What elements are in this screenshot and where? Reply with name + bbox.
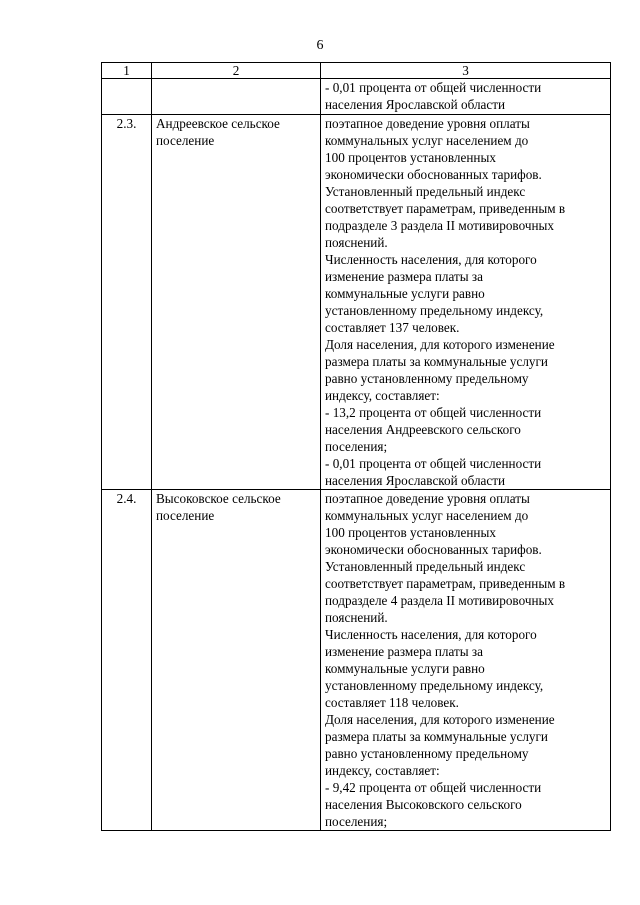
description-line: коммунальные услуги равно <box>325 286 485 301</box>
row-number <box>102 79 152 115</box>
settlement-name-line: Андреевское сельское <box>156 116 280 131</box>
description-line: Численность населения, для которого <box>325 252 537 267</box>
settlement-name <box>152 115 321 490</box>
description-line: Численность населения, для которого <box>325 627 537 642</box>
description-line: составляет 118 человек. <box>325 695 459 710</box>
description-line: - 9,42 процента от общей численности <box>325 780 542 795</box>
description-line: индексу, составляет: <box>325 763 440 778</box>
settlement-name <box>152 79 321 115</box>
description-line: коммунальных услуг населением до <box>325 508 529 523</box>
row-number: 2.3. <box>102 115 152 490</box>
description-line: коммунальные услуги равно <box>325 661 485 676</box>
description-text <box>321 79 611 115</box>
description-line: Доля населения, для которого изменение <box>325 337 555 352</box>
table-row <box>102 115 611 490</box>
description-text <box>321 490 611 831</box>
table-row <box>102 490 611 831</box>
description-line: равно установленному предельному <box>325 371 529 386</box>
description-line: 100 процентов установленных <box>325 525 496 540</box>
description-line: пояснений. <box>325 235 388 250</box>
description-text <box>321 115 611 490</box>
description-line: индексу, составляет: <box>325 388 440 403</box>
description-line: экономически обоснованных тарифов. <box>325 542 542 557</box>
description-line: населения Андреевского сельского <box>325 422 521 437</box>
description-line: поэтапное доведение уровня оплаты <box>325 116 530 131</box>
settlement-name-line: поселение <box>156 508 215 523</box>
description-line: 100 процентов установленных <box>325 150 496 165</box>
description-line: изменение размера платы за <box>325 269 483 284</box>
column-header-2: 2 <box>152 63 321 79</box>
table-row <box>102 79 611 115</box>
description-line: Установленный предельный индекс <box>325 559 526 574</box>
description-line: Установленный предельный индекс <box>325 184 526 199</box>
table-header-row <box>102 63 611 79</box>
page-number: 6 <box>316 38 324 53</box>
description-line: размера платы за коммунальные услуги <box>325 729 548 744</box>
description-line: - 13,2 процента от общей численности <box>325 405 542 420</box>
description-line: населения Ярославской области <box>325 473 506 488</box>
description-line: размера платы за коммунальные услуги <box>325 354 548 369</box>
row-number: 2.4. <box>102 490 152 831</box>
column-header-3: 3 <box>321 63 611 79</box>
description-line: установленному предельному индексу, <box>325 678 544 693</box>
description-line: поселения; <box>325 439 388 454</box>
description-line: населения Высоковского сельского <box>325 797 522 812</box>
description-line: изменение размера платы за <box>325 644 483 659</box>
column-header-1: 1 <box>102 63 152 79</box>
description-line: пояснений. <box>325 610 388 625</box>
description-line: населения Ярославской области <box>325 97 506 112</box>
description-line: установленному предельному индексу, <box>325 303 544 318</box>
description-line: экономически обоснованных тарифов. <box>325 167 542 182</box>
description-line: - 0,01 процента от общей численности <box>325 80 542 95</box>
description-line: подразделе 3 раздела II мотивировочных <box>325 218 554 233</box>
description-line: соответствует параметрам, приведенным в <box>325 576 566 591</box>
description-line: коммунальных услуг населением до <box>325 133 529 148</box>
document-table <box>101 62 611 831</box>
description-line: составляет 137 человек. <box>325 320 460 335</box>
description-line: соответствует параметрам, приведенным в <box>325 201 566 216</box>
settlement-name <box>152 490 321 831</box>
description-line: равно установленному предельному <box>325 746 529 761</box>
description-line: поселения; <box>325 814 388 829</box>
settlement-name-line: поселение <box>156 133 215 148</box>
description-line: Доля населения, для которого изменение <box>325 712 555 727</box>
table-body <box>102 79 611 831</box>
description-line: поэтапное доведение уровня оплаты <box>325 491 530 506</box>
settlement-name-line: Высоковское сельское <box>156 491 281 506</box>
description-line: - 0,01 процента от общей численности <box>325 456 542 471</box>
description-line: подразделе 4 раздела II мотивировочных <box>325 593 554 608</box>
